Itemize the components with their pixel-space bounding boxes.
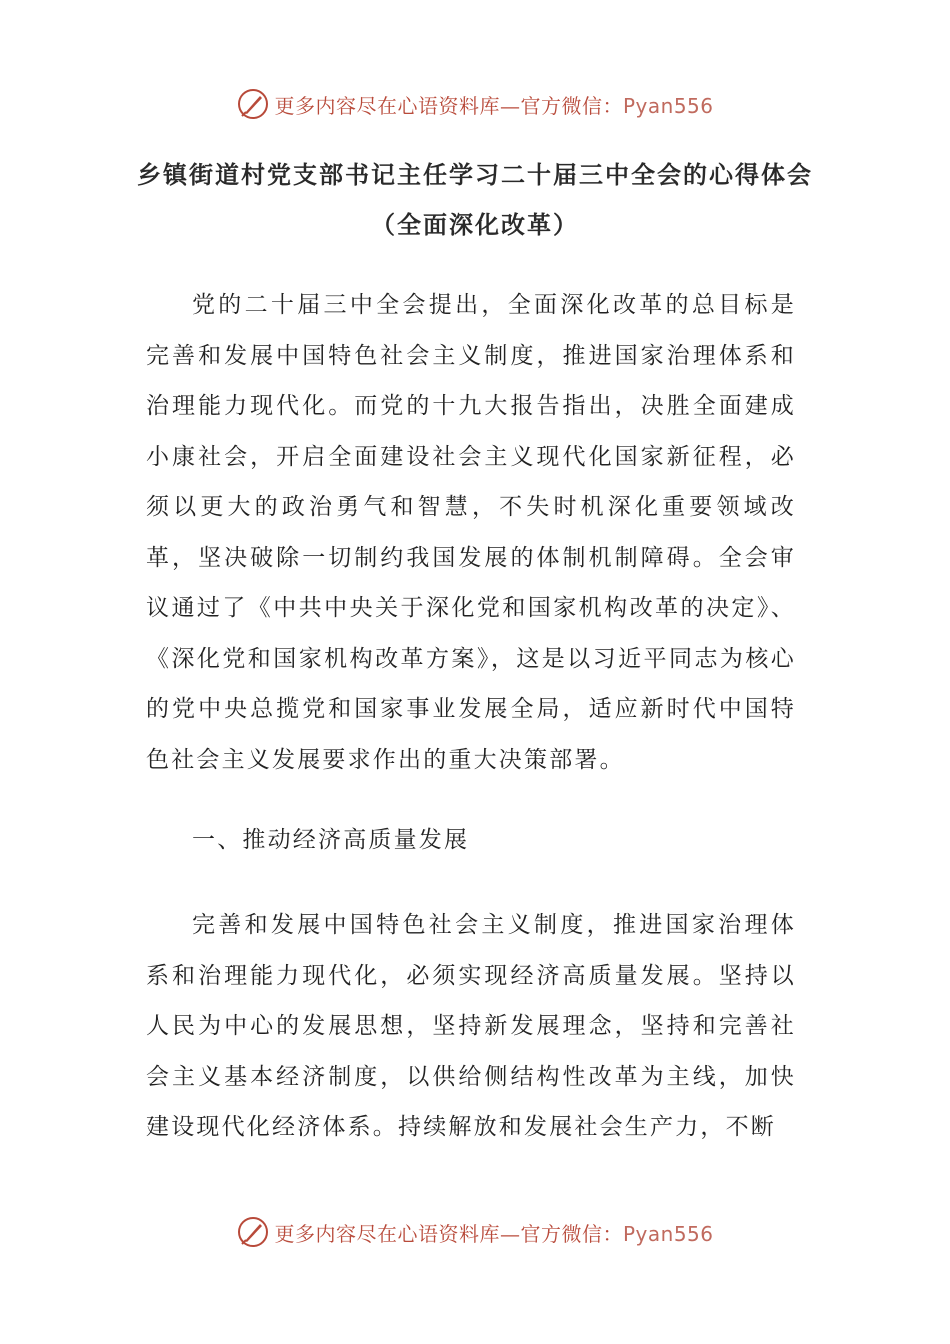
- paragraph-1: 党的二十届三中全会提出，全面深化改革的总目标是完善和发展中国特色社会主义制度，推进国家治理体系和治理能力现代化。而党的十九大报告指出，决胜全面建成小康社会，开启全面建设社会主义现代化国家新征程，必须以更大的政治勇气和智慧，不失时机深化重要领域改革，坚决破除一切制约我国发展的体制机制障碍。全会审议通过了《中共中央关于深化党和国家机构改革的决定》、《深化党和国家机构改革方案》，这是以习近平同志为核心的党中央总揽党和国家事业发展全局，适应新时代中国特色社会主义发展要求作出的重大决策部署。: [146, 292, 796, 773]
- watermark-text: 更多内容尽在心语资料库—官方微信：Pyan556: [274, 1221, 714, 1246]
- section-heading-1: 一、推动经济高质量发展: [192, 827, 470, 853]
- watermark-handle: Pyan556: [622, 93, 714, 118]
- paragraph-2: 完善和发展中国特色社会主义制度，推进国家治理体系和治理能力现代化，必须实现经济高质量发展。坚持以人民为中心的发展思想，坚持新发展理念，坚持和完善社会主义基本经济制度，以供给侧结构性改革为主线，加快建设现代化经济体系。持续解放和发展社会生产力，不断: [146, 912, 796, 1140]
- footer-watermark-banner: [0, 1212, 950, 1252]
- watermark-handle: Pyan556: [622, 1221, 714, 1246]
- header-watermark-banner: [0, 84, 950, 124]
- quill-pen-logo-icon: [236, 1215, 270, 1249]
- document-title: 乡镇街道村党支部书记主任学习二十届三中全会的心得体会（全面深化改革）: [137, 160, 813, 239]
- watermark-text: 更多内容尽在心语资料库—官方微信：Pyan556: [274, 93, 714, 118]
- quill-pen-logo-icon: [236, 87, 270, 121]
